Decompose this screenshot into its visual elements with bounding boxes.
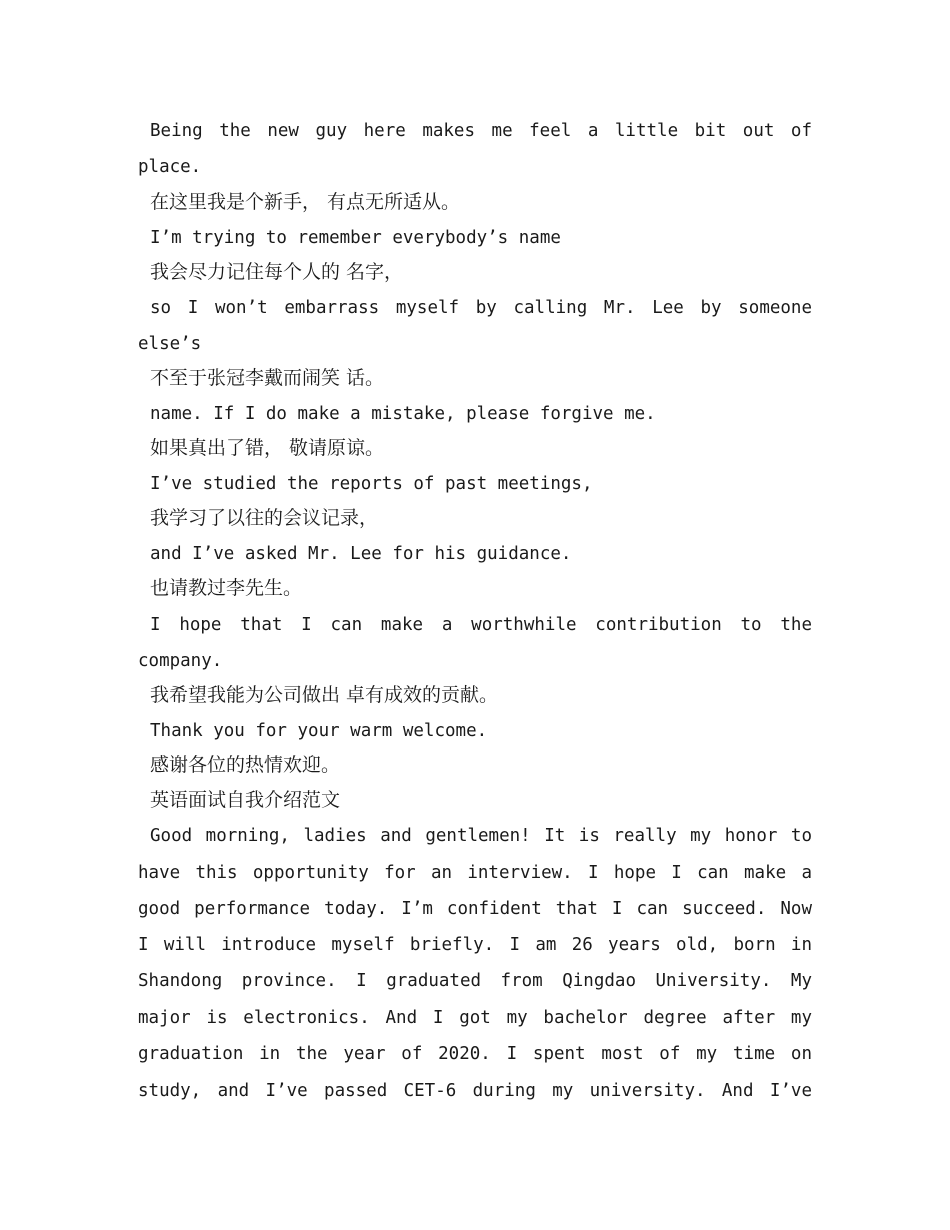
text-line-10: 如果真出了错， 敬请原谅。 [150,437,385,459]
text-line-7: else’s [138,334,202,354]
text-line-12: 我学习了以往的会议记录， [150,507,379,529]
text-line-6: so I won’t embarrass myself by calling Mr. Lee by someone [150,298,812,318]
text-line-1: Being the new guy here makes me feel a little bit out of [150,121,812,141]
text-line-2: place. [138,157,202,177]
text-line-21: Good morning, ladies and gentlemen! It is really my honor to [150,826,812,846]
text-line-24: I will introduce myself briefly. I am 26 years old, born in [138,935,812,955]
text-line-15: I hope that I can make a worthwhile contribution to the [150,615,812,635]
text-line-25: Shandong province. I graduated from Qingdao University. My [138,971,812,991]
text-line-23: good performance today. I’m confident that I can succeed. Now [138,899,812,919]
section-heading: 英语面试自我介绍范文 [150,789,341,811]
text-line-8: 不至于张冠李戴而闹笑 话。 [150,367,385,389]
text-line-4: I’m trying to remember everybody’s name [150,228,561,248]
text-line-9: name. If I do make a mistake, please forgive me. [150,404,656,424]
text-line-27: graduation in the year of 2020. I spent most of my time on [138,1044,812,1064]
text-line-5: 我会尽力记住每个人的 名字， [150,261,404,283]
text-line-14: 也请教过李先生。 [150,577,303,599]
text-line-16: company. [138,651,223,671]
text-line-17: 我希望我能为公司做出 卓有成效的贡献。 [150,684,499,706]
text-line-3: 在这里我是个新手， 有点无所适从。 [150,191,461,213]
text-line-28: study, and I’ve passed CET-6 during my university. And I’ve [138,1081,812,1101]
text-line-19: 感谢各位的热情欢迎。 [150,754,341,776]
text-line-26: major is electronics. And I got my bachelor degree after my [138,1008,812,1028]
text-line-22: have this opportunity for an interview. I hope I can make a [138,863,812,883]
text-line-13: and I’ve asked Mr. Lee for his guidance. [150,544,572,564]
text-line-18: Thank you for your warm welcome. [150,721,488,741]
text-line-11: I’ve studied the reports of past meetings, [150,474,593,494]
